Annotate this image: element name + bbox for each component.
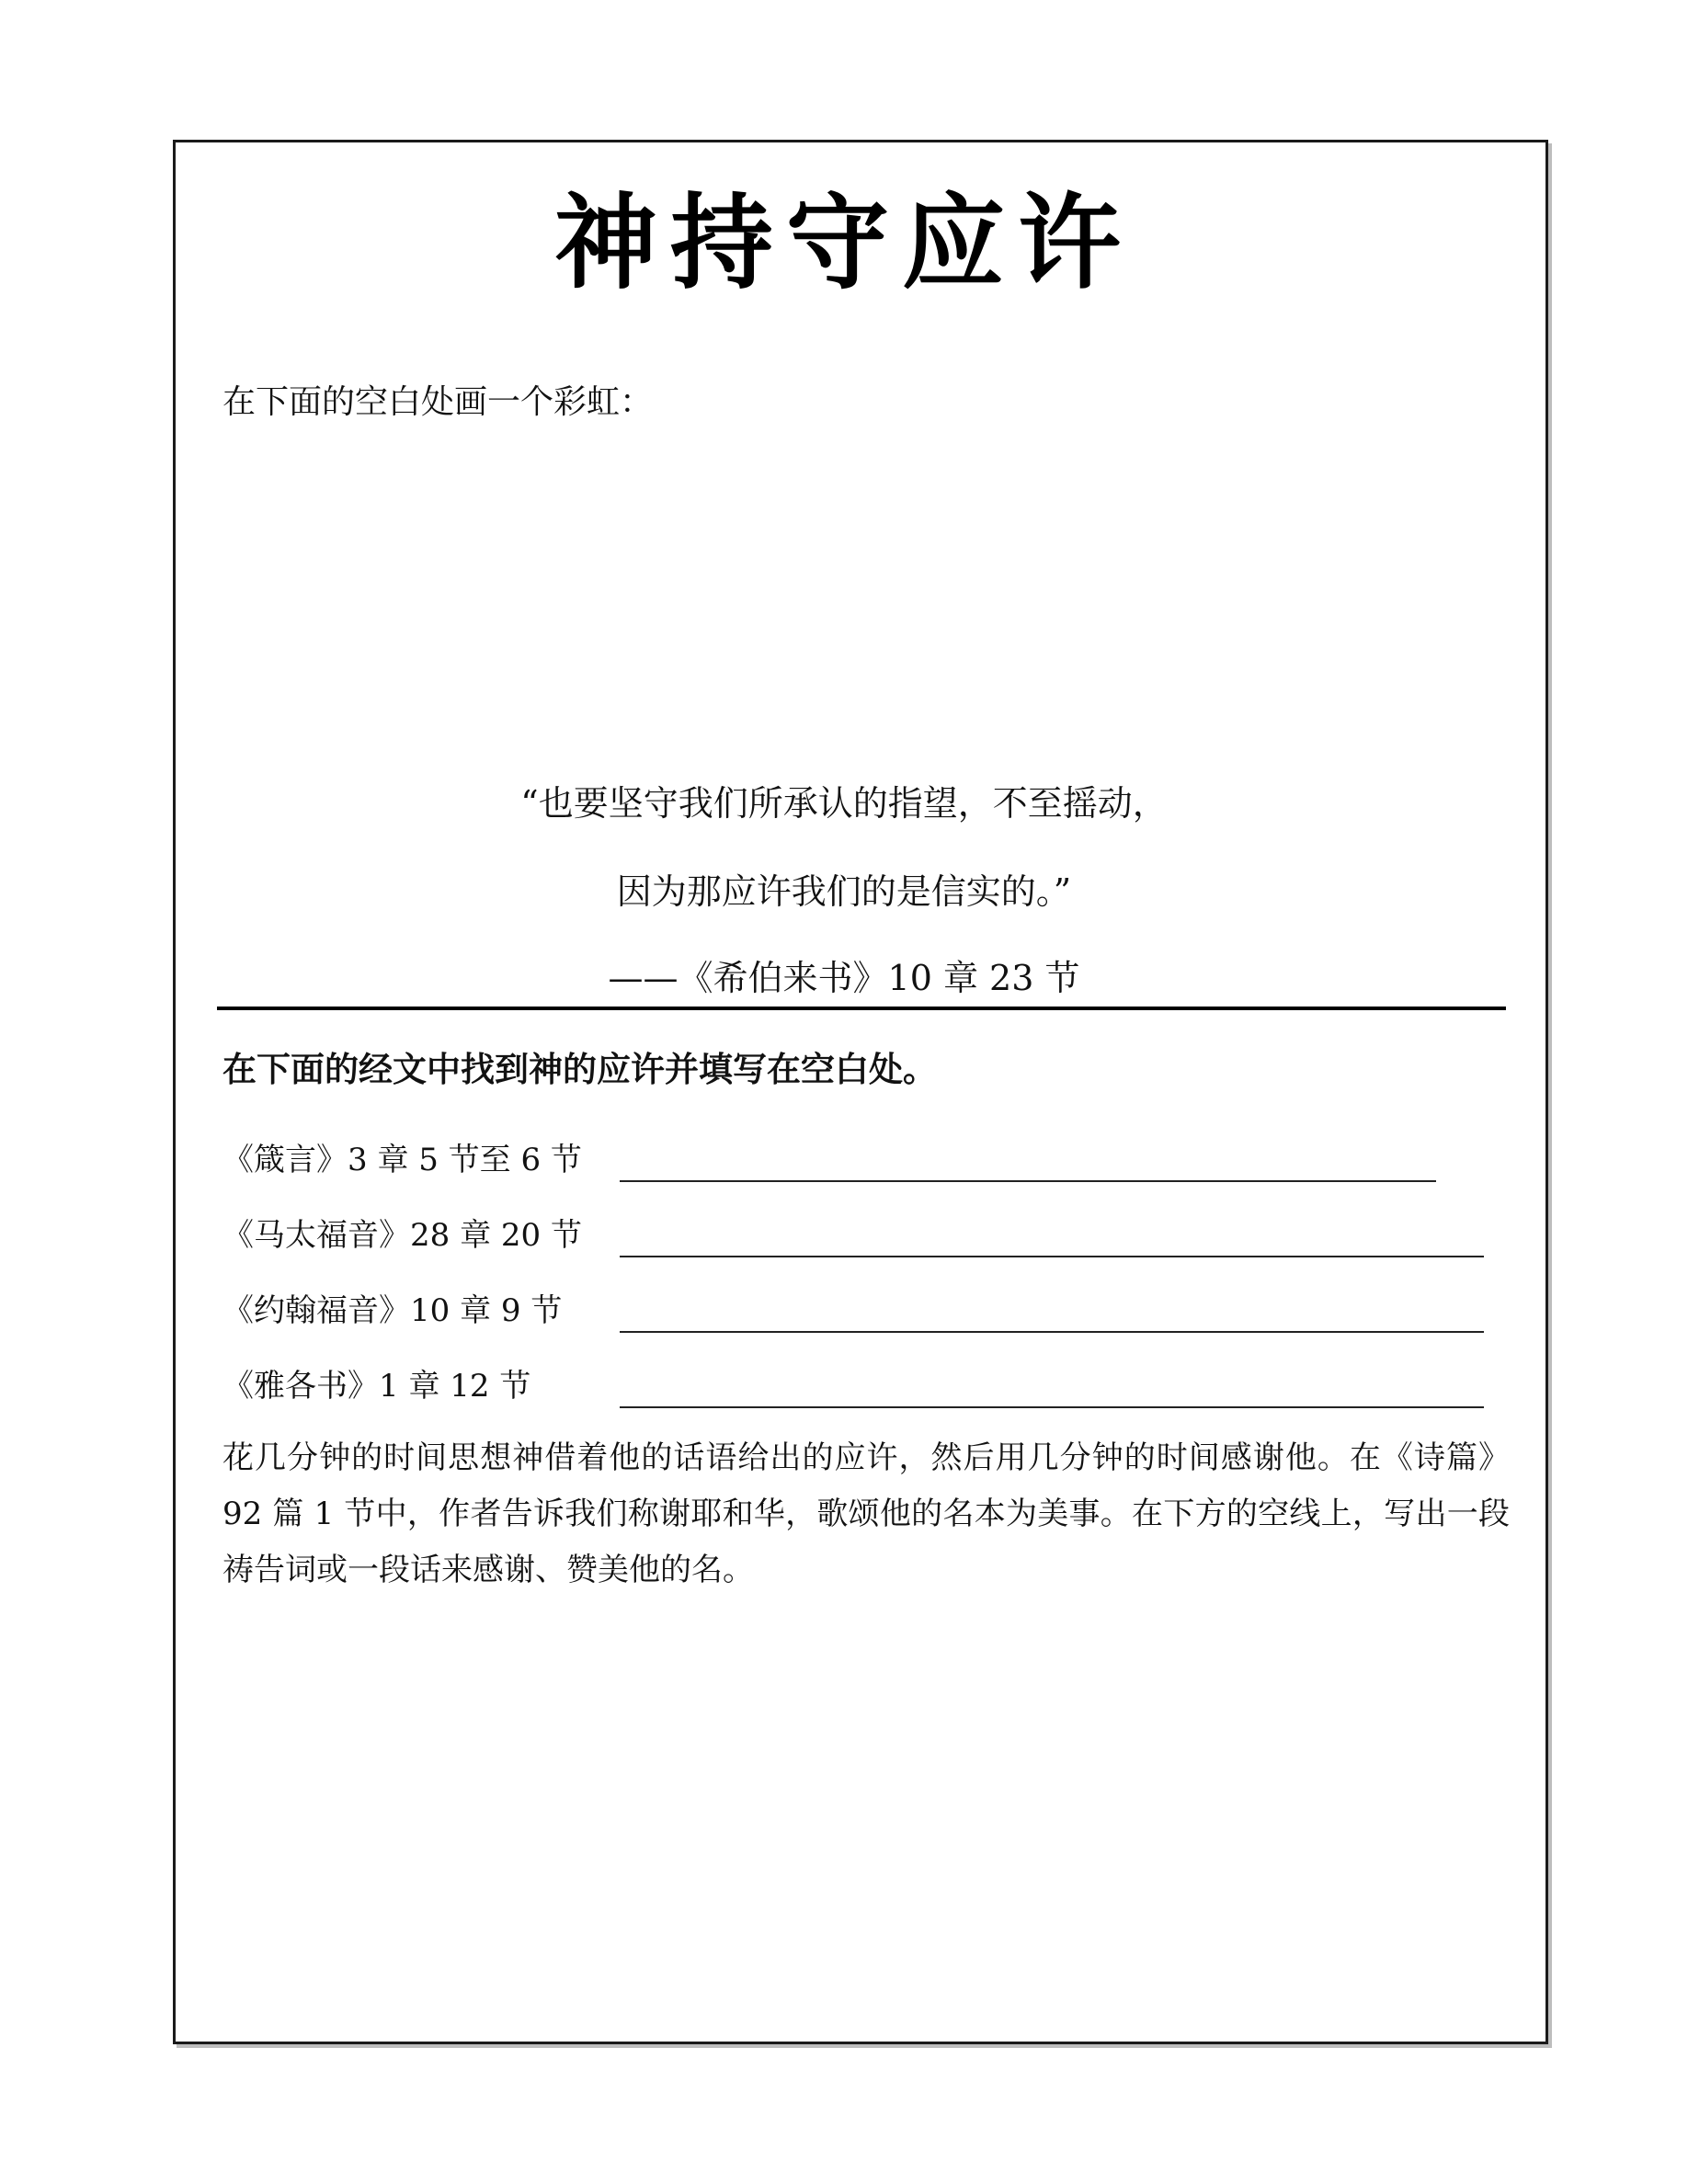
verse-line-1: “也要坚守我们所承认的指望，不至摇动， — [520, 783, 1168, 824]
reference-label: 《箴言》3 章 5 节至 6 节 — [222, 1142, 582, 1178]
answer-line[interactable] — [620, 1180, 1436, 1182]
verse-line-2: 因为那应许我们的是信实的。” — [616, 871, 1072, 912]
closing-instructions: 花几分钟的时间思想神借着他的话语给出的应许，然后用几分钟的时间感谢他。在《诗篇》92 篇 1 节中，作者告诉我们称谢耶和华，歌颂他的名本为美事。在下方的空线上，写出一段祷告词或一段话来感谢、赞美他的名。 — [222, 1439, 1510, 1588]
reference-row — [222, 1140, 1510, 1186]
reference-label: 《约翰福音》10 章 9 节 — [222, 1292, 563, 1329]
rainbow-drawing-area[interactable] — [222, 441, 1506, 772]
answer-line[interactable] — [620, 1331, 1484, 1333]
answer-line[interactable] — [620, 1256, 1484, 1257]
reference-row — [222, 1366, 1510, 1412]
drawing-instruction: 在下面的空白处画一个彩虹： — [222, 383, 654, 421]
verse-citation: ——《希伯来书》10 章 23 节 — [608, 958, 1080, 998]
reference-row — [222, 1291, 1510, 1337]
worksheet-title: 神持守应许 — [554, 184, 1134, 303]
reference-label: 《雅各书》1 章 12 节 — [222, 1368, 531, 1405]
section-divider — [217, 1007, 1506, 1010]
reference-label: 《马太福音》28 章 20 节 — [222, 1217, 582, 1254]
reference-row — [222, 1215, 1510, 1261]
answer-line[interactable] — [620, 1406, 1484, 1408]
prayer-writing-area[interactable] — [222, 1618, 1506, 2004]
fill-in-heading: 在下面的经文中找到神的应许并填写在空白处。 — [222, 1049, 937, 1089]
